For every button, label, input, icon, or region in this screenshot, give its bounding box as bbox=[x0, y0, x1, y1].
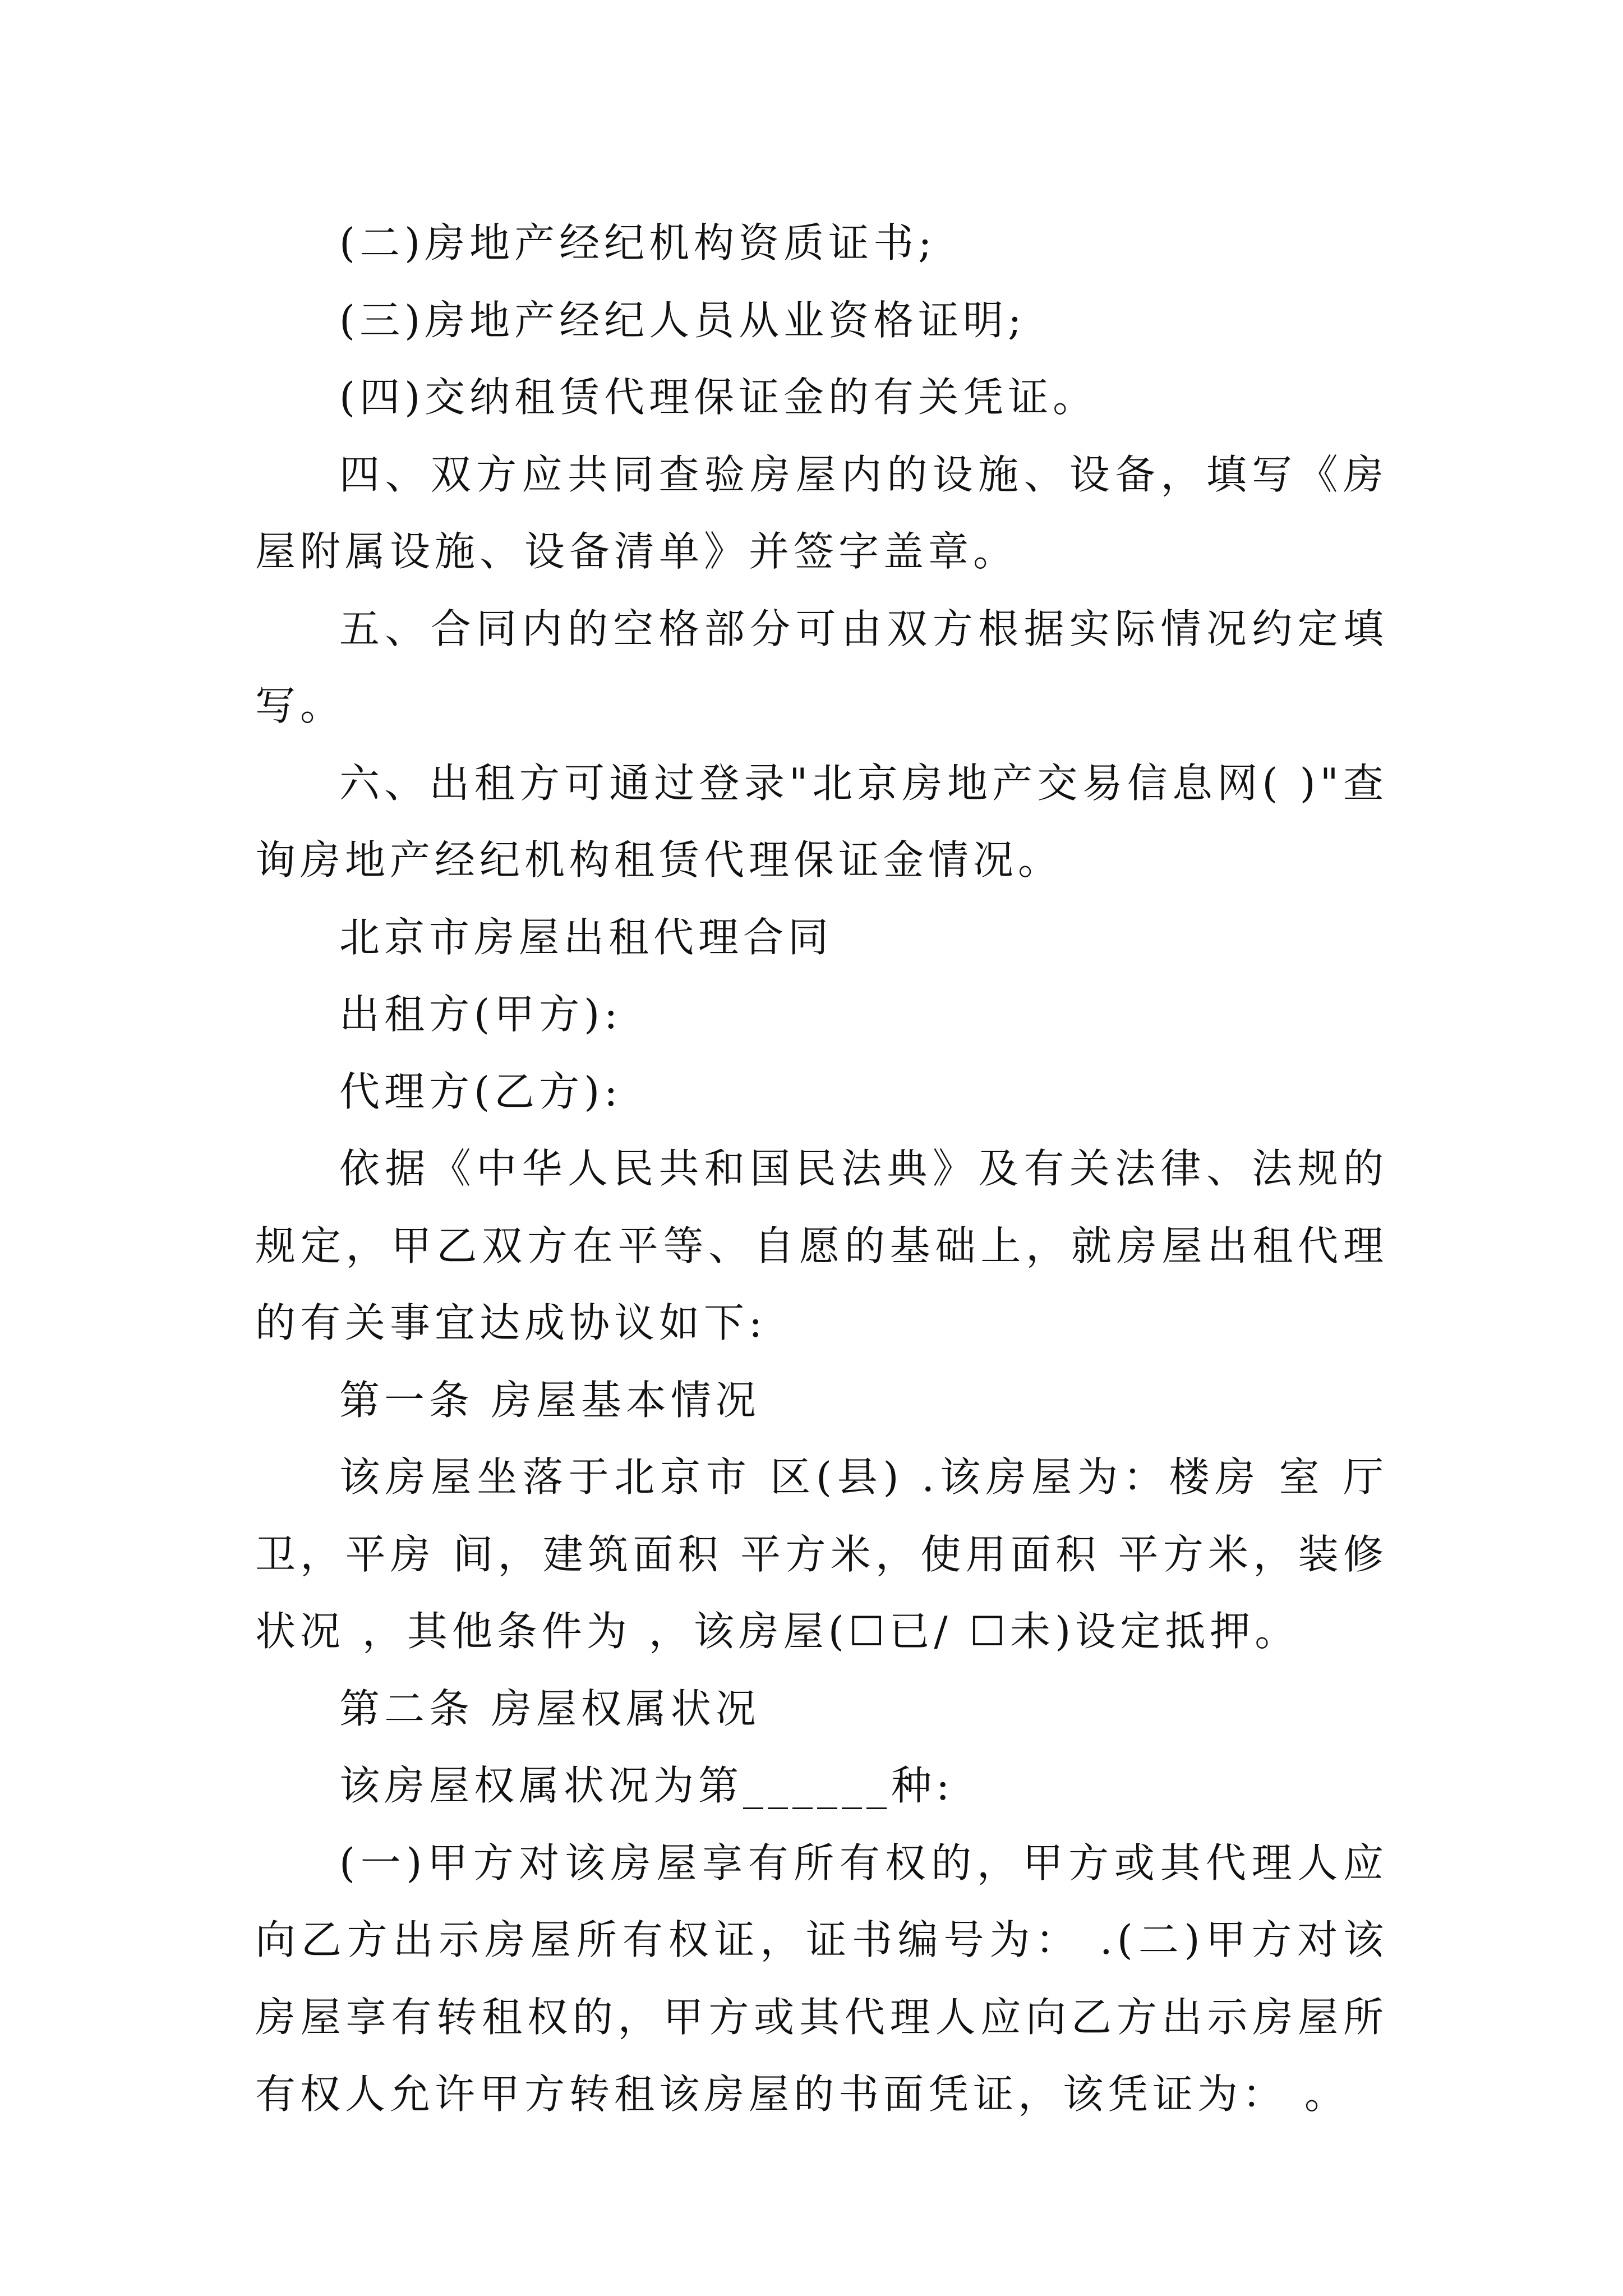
paragraph-blank-fields: 五、合同内的空格部分可由双方根据实际情况约定填写。 bbox=[255, 605, 1388, 729]
paragraph-agent-qualification: (三)房地产经纪人员从业资格证明; bbox=[339, 296, 1026, 344]
paragraph-deposit-voucher: (四)交纳租赁代理保证金的有关凭证。 bbox=[339, 374, 1098, 421]
paragraph-ownership-type: 该房屋权属状况为第______种: bbox=[339, 1762, 955, 1809]
party-b-label: 代理方(乙方): bbox=[339, 1068, 623, 1115]
paragraph-info-network: 六、出租方可通过登录"北京房地产交易信息网( )"查询房地产经纪机构租赁代理保证金情况。 bbox=[255, 759, 1388, 884]
contract-title: 北京市房屋出租代理合同 bbox=[339, 913, 833, 961]
article-2-heading: 第二条 房屋权属状况 bbox=[339, 1685, 760, 1732]
party-a-label: 出租方(甲方): bbox=[339, 991, 623, 1038]
paragraph-house-details: 该房屋坐落于北京市 区(县) .该房屋为：楼房 室 厅 卫，平房 间，建筑面积 平方米，使用面积 平方米，装修状况 ，其他条件为 ，该房屋(☐已/ ☐未)设定抵押。 bbox=[255, 1453, 1388, 1655]
paragraph-facility-inspection: 四、双方应共同查验房屋内的设施、设备，填写《房屋附属设施、设备清单》并签字盖章。 bbox=[255, 450, 1388, 575]
paragraph-legal-basis: 依据《中华人民共和国民法典》及有关法律、法规的规定，甲乙双方在平等、自愿的基础上，就房屋出租代理的有关事宜达成协议如下: bbox=[255, 1145, 1388, 1346]
paragraph-qualification-certificate: (二)房地产经纪机构资质证书; bbox=[339, 219, 937, 266]
article-1-heading: 第一条 房屋基本情况 bbox=[339, 1376, 760, 1424]
paragraph-ownership-proof: (一)甲方对该房屋享有所有权的，甲方或其代理人应向乙方出示房屋所有权证，证书编号为： .(二)甲方对该房屋享有转租权的，甲方或其代理人应向乙方出示房屋所有权人允许甲方转租该房屋的书面凭证，该凭证为： 。 bbox=[255, 1839, 1388, 2118]
document-body bbox=[255, 205, 1388, 2133]
